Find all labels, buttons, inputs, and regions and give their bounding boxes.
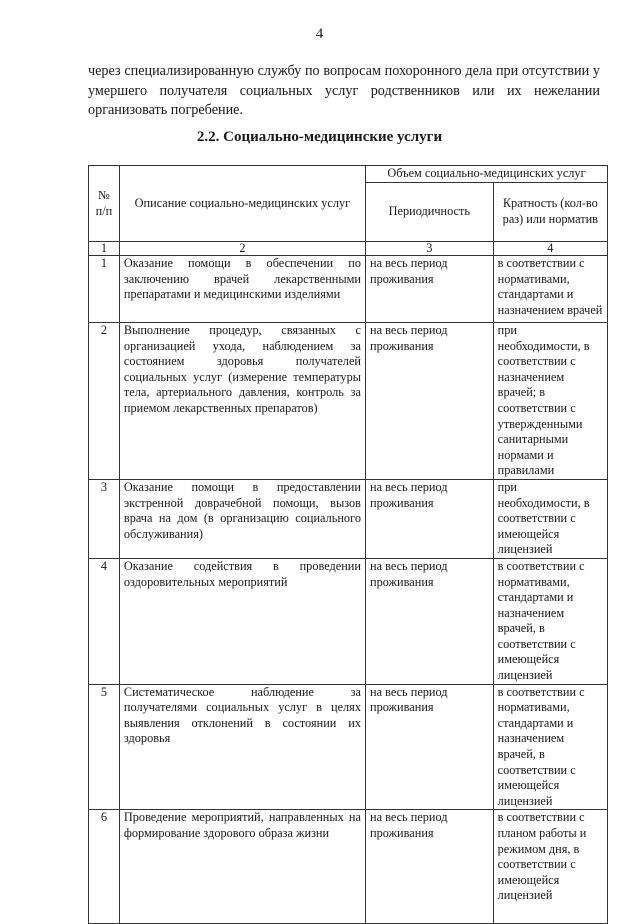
row-periodicity: на весь период проживания [365, 558, 493, 684]
column-number: 4 [493, 242, 607, 256]
row-description: Выполнение процедур, связанных с организацией ухода, наблюдением за состоянием здоровья получателей социальных услуг (измерение температуры тела, артериального давления, контроль за приемом лекарственных препаратов) [119, 323, 365, 480]
row-description: Проведение мероприятий, направленных на формирование здорового образа жизни [119, 810, 365, 924]
row-norm: в соответствии с нормативами, стандартами и назначением врачей [493, 256, 607, 323]
table-row [89, 256, 608, 323]
row-number: 1 [89, 256, 120, 323]
services-table [88, 165, 608, 924]
row-norm: в соответствии с нормативами, стандартами и назначением врачей, в соответствии с имеющейся лицензией [493, 558, 607, 684]
row-norm: при необходимости, в соответствии с имеющейся лицензией [493, 479, 607, 558]
header-number: № п/п [89, 166, 120, 242]
header-frequency: Кратность (кол-во раз) или норматив [493, 183, 607, 242]
row-periodicity: на весь период проживания [365, 684, 493, 810]
section-title: 2.2. Социально-медицинские услуги [196, 129, 443, 145]
column-number-row [89, 242, 608, 256]
row-description: Систематическое наблюдение за получателями социальных услуг в целях выявления отклонений в состоянии их здоровья [119, 684, 365, 810]
header-row-top [89, 166, 608, 183]
row-periodicity: на весь период проживания [365, 479, 493, 558]
table-row [89, 558, 608, 684]
header-periodicity: Периодичность [365, 183, 493, 242]
table-row [89, 810, 608, 924]
row-norm: в соответствии с нормативами, стандартами и назначением врачей, в соответствии с имеющейся лицензией [493, 684, 607, 810]
row-number: 6 [89, 810, 120, 924]
row-norm: при необходимости, в соответствии с назначением врачей; в соответствии с утвержденными санитарными нормами и правилами [493, 323, 607, 480]
header-volume: Объем социально-медицинских услуг [365, 166, 607, 183]
row-number: 2 [89, 323, 120, 480]
table-row [89, 479, 608, 558]
row-periodicity: на весь период проживания [365, 323, 493, 480]
intro-paragraph: через специализированную службу по вопросам похоронного дела при отсутствии у умершего получателя социальных услуг родственников или их нежелании организовать погребение. [88, 63, 600, 118]
column-number: 2 [119, 242, 365, 256]
row-number: 4 [89, 558, 120, 684]
header-description: Описание социально-медицинских услуг [119, 166, 365, 242]
row-description: Оказание помощи в предоставлении экстренной доврачебной помощи, вызов врача на дом (в организацию социального обслуживания) [119, 479, 365, 558]
row-norm: в соответствии с планом работы и режимом дня, в соответствии с имеющейся лицензией [493, 810, 607, 924]
table-row [89, 684, 608, 810]
row-number: 3 [89, 479, 120, 558]
row-description: Оказание содействия в проведении оздоровительных мероприятий [119, 558, 365, 684]
column-number: 3 [365, 242, 493, 256]
row-periodicity: на весь период проживания [365, 810, 493, 924]
table-row [89, 323, 608, 480]
row-description: Оказание помощи в обеспечении по заключению врачей лекарственными препаратами и медицинскими изделиями [119, 256, 365, 323]
page-number: 4 [315, 26, 324, 42]
column-number: 1 [89, 242, 120, 256]
row-periodicity: на весь период проживания [365, 256, 493, 323]
row-number: 5 [89, 684, 120, 810]
